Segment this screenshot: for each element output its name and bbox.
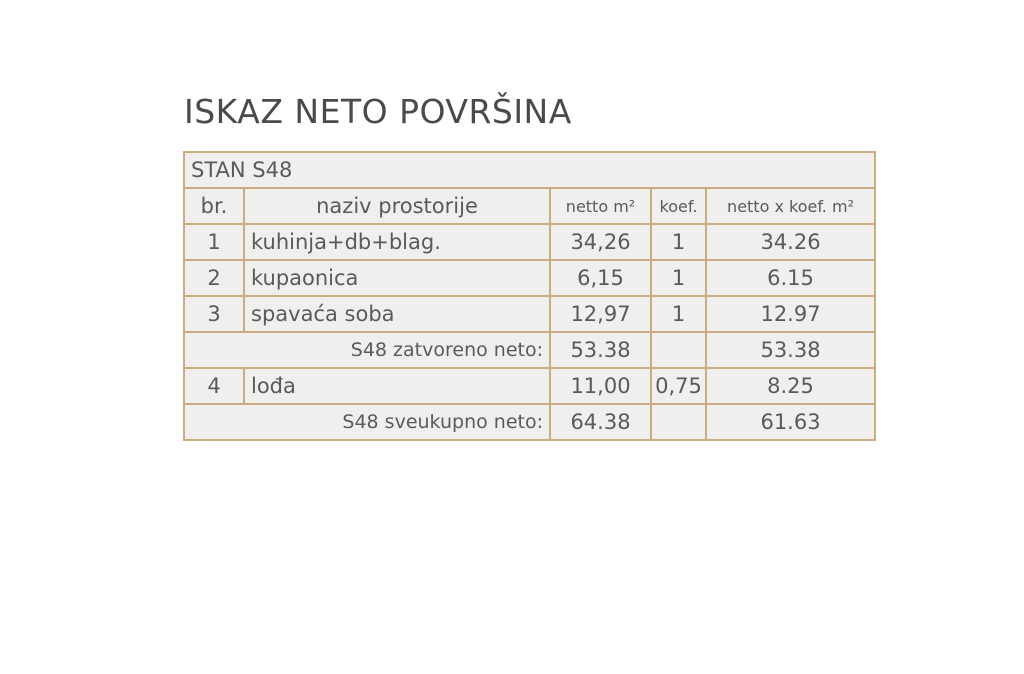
apartment-title: STAN S48: [184, 152, 875, 188]
row-net-times-coef: 6.15: [706, 260, 875, 296]
table-row: [184, 224, 875, 260]
table-row: [184, 260, 875, 296]
table-row: [184, 296, 875, 332]
grand-total-row: [184, 404, 875, 440]
row-net-times-coef: 34.26: [706, 224, 875, 260]
row-no: 2: [184, 260, 244, 296]
header-room-name: naziv prostorije: [244, 188, 550, 224]
row-net-area: 34,26: [550, 224, 651, 260]
closed-total-label: S48 zatvoreno neto:: [184, 332, 550, 368]
closed-total-net: 53.38: [550, 332, 651, 368]
header-row: [184, 188, 875, 224]
table-row: [184, 368, 875, 404]
grand-total-label: S48 sveukupno neto:: [184, 404, 550, 440]
row-coefficient: 1: [651, 224, 706, 260]
row-room-name: kuhinja+db+blag.: [244, 224, 550, 260]
closed-total-net-coef: 53.38: [706, 332, 875, 368]
row-coefficient: 1: [651, 296, 706, 332]
row-room-name: lođa: [244, 368, 550, 404]
row-net-area: 6,15: [550, 260, 651, 296]
row-no: 3: [184, 296, 244, 332]
header-no: br.: [184, 188, 244, 224]
row-net-times-coef: 8.25: [706, 368, 875, 404]
row-room-name: spavaća soba: [244, 296, 550, 332]
net-area-table: [183, 151, 876, 441]
header-coefficient: koef.: [651, 188, 706, 224]
row-net-area: 11,00: [550, 368, 651, 404]
closed-total-row: [184, 332, 875, 368]
header-net-times-coef: netto x koef. m²: [706, 188, 875, 224]
closed-total-coef-empty: [651, 332, 706, 368]
grand-total-net-coef: 61.63: [706, 404, 875, 440]
page-title: ISKAZ NETO POVRŠINA: [184, 92, 572, 131]
grand-total-net: 64.38: [550, 404, 651, 440]
row-room-name: kupaonica: [244, 260, 550, 296]
row-no: 1: [184, 224, 244, 260]
row-coefficient: 1: [651, 260, 706, 296]
header-net-area: netto m²: [550, 188, 651, 224]
row-net-area: 12,97: [550, 296, 651, 332]
row-net-times-coef: 12.97: [706, 296, 875, 332]
row-coefficient: 0,75: [651, 368, 706, 404]
row-no: 4: [184, 368, 244, 404]
grand-total-coef-empty: [651, 404, 706, 440]
apartment-title-row: [184, 152, 875, 188]
